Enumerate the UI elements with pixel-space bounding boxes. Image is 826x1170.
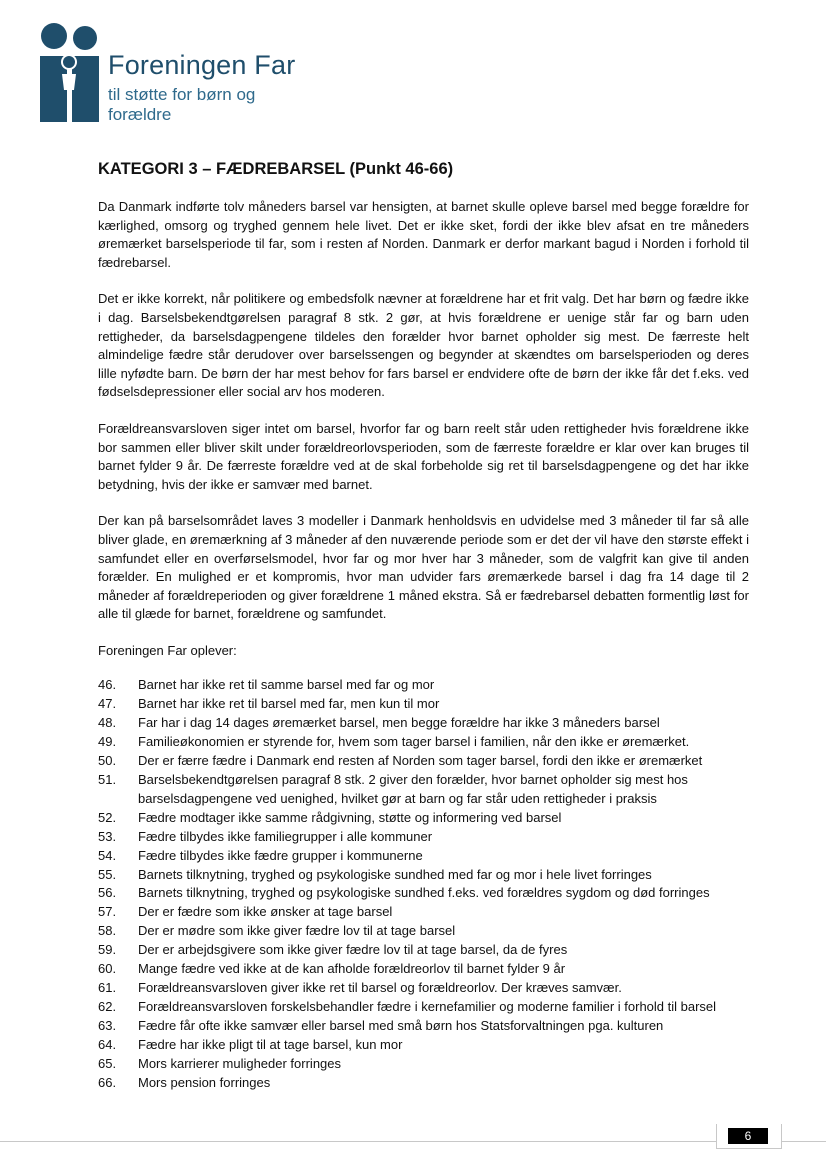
list-item (98, 866, 749, 885)
list-item (98, 676, 749, 695)
list-item (98, 695, 749, 714)
points-list (98, 676, 749, 1092)
item-text: Mors karrierer muligheder forringes (138, 1055, 342, 1071)
document-body (98, 198, 749, 1092)
item-number: 54. (98, 847, 117, 863)
list-item (98, 903, 749, 922)
item-text: Der er færre fædre i Danmark end resten af Norden som tager barsel, fordi den ikke er øremærket (138, 753, 703, 769)
list-item (98, 1017, 749, 1036)
list-item (98, 884, 749, 903)
item-number: 48. (98, 715, 117, 731)
item-text: Far har i dag 14 dages øremærket barsel, men begge forældre har ikke 3 måneders barsel (138, 715, 660, 731)
list-item (98, 733, 749, 752)
paragraph: Forældreansvarsloven siger intet om barsel, hvorfor far og barn reelt står uden rettigheder hvis forældrene ikke bor sammen eller bliver skilt under forældreorlovsperioden, som de færreste forældre er klar over kan bruges til barnet fylder 9 år. De færreste forældre ved at de skal forbeholde sig ret til barselsdagpengene og det har ikke betydning, hvis der ikke er samvær med barnet. (98, 420, 749, 492)
item-number: 56. (98, 885, 117, 901)
list-item (98, 847, 749, 866)
item-number: 51. (98, 772, 117, 787)
item-number: 52. (98, 809, 117, 825)
family-figures-logo-icon (38, 18, 104, 122)
item-number: 63. (98, 1017, 117, 1033)
item-text: Barselsbekendtgørelsen paragraf 8 stk. 2 giver den forælder, hvor barnet opholder sig mest hos barselsdagpengene ved uenighed, hvilket gør at barn og far står uden rettigheder i praksis (138, 772, 688, 806)
list-intro: Foreningen Far oplever: (98, 642, 237, 658)
paragraph: Der kan på barselsområdet laves 3 modeller i Danmark henholdsvis en udvidelse med 3 måneder til far så alle bliver glade, en øremærkning af 3 måneder af den nuværende periode som er det der vil have den største effekt i samfundet eller en overførselsmodel, hvor far og mor hver har 3 måneder, som de valgfrit kan give til anden forælder. En mulighed er et kompromis, hvor man udvider fars øremærkede barsel i dag fra 14 dage til 2 måneder af forældreperioden og giver forældrene 1 måned ekstra. Så er fædrebarsel debatten formentlig løst for alle til glæde for barnet, forældrene og samfundet. (98, 513, 749, 622)
item-number: 46. (98, 677, 117, 693)
item-text: Forældreansvarsloven giver ikke ret til barsel og forældreorlov. Der kræves samvær. (138, 979, 622, 995)
list-item (98, 1036, 749, 1055)
list-item (98, 960, 749, 979)
item-number: 60. (98, 961, 117, 977)
page-number: 6 (728, 1128, 768, 1144)
list-item (98, 828, 749, 847)
item-number: 49. (98, 734, 117, 750)
item-number: 53. (98, 828, 117, 844)
item-text: Barnet har ikke ret til barsel med far, men kun til mor (138, 696, 440, 712)
item-text: Der er mødre som ikke giver fædre lov til at tage barsel (138, 923, 456, 939)
list-item (98, 1074, 749, 1093)
list-item (98, 998, 749, 1017)
item-text: Barnets tilknytning, tryghed og psykologiske sundhed med far og mor i hele livet forringes (138, 866, 652, 882)
item-text: Fædre tilbydes ikke fædre grupper i kommunerne (138, 847, 423, 863)
item-text: Barnets tilknytning, tryghed og psykologiske sundhed f.eks. ved forældres sygdom og død forringes (138, 885, 710, 901)
organization-tagline: til støtte for børn og forældre (108, 85, 256, 124)
item-number: 66. (98, 1074, 117, 1090)
item-number: 58. (98, 923, 117, 939)
logo (38, 18, 338, 128)
footer-divider (0, 1141, 826, 1142)
list-item (98, 922, 749, 941)
paragraph: Da Danmark indførte tolv måneders barsel var hensigten, at barnet skulle opleve barsel med begge forældre for kærlighed, omsorg og tryghed gennem hele livet. Det er ikke sket, fordi der ikke blev afsat en tre måneders øremærket barselsperiode til far, som i resten af Norden. Danmark er derfor markant bagud i Norden i forhold til fædrebarsel. (98, 199, 749, 270)
item-text: Fædre får ofte ikke samvær eller barsel med små børn hos Statsforvaltningen pga. kulturen (138, 1017, 664, 1033)
item-text: Mors pension forringes (138, 1074, 271, 1090)
list-item (98, 714, 749, 733)
organization-name: Foreningen Far (108, 50, 296, 80)
item-text: Der er arbejdsgivere som ikke giver fædre lov til at tage barsel, da de fyres (138, 942, 568, 958)
item-number: 50. (98, 753, 117, 769)
item-text: Der er fædre som ikke ønsker at tage barsel (138, 904, 393, 920)
item-number: 57. (98, 904, 117, 920)
list-item (98, 1055, 749, 1074)
item-number: 55. (98, 866, 117, 882)
item-text: Forældreansvarsloven forskelsbehandler fædre i kernefamilier og moderne familier i forhold til barsel (138, 998, 717, 1014)
item-text: Barnet har ikke ret til samme barsel med far og mor (138, 677, 435, 693)
item-text: Mange fædre ved ikke at de kan afholde forældreorlov til barnet fylder 9 år (138, 961, 566, 977)
item-number: 65. (98, 1055, 117, 1071)
item-text: Fædre modtager ikke samme rådgivning, støtte og informering ved barsel (138, 809, 562, 825)
list-item (98, 941, 749, 960)
item-number: 64. (98, 1036, 117, 1052)
paragraph: Det er ikke korrekt, når politikere og embedsfolk nævner at forældrene har et frit valg. Det har børn og fædre ikke i dag. Barselsbekendtgørelsen paragraf 8 stk. 2 gør, at hvis forældrene er uenige står far og barn uden rettigheder, da barselsdagpengene tildeles den forælder hvor barnet opholder sig mest. De færreste helt almindelige fædre står derudover over barselssengen og begynder at skændtes om barselsperioden og deres lille nyfødte barn. De børn der har mest behov for fars barsel er endvidere ofte de børn der ikke får det f.eks. ved fødselsdepressioner eller social arv hos moderen. (98, 291, 749, 400)
item-text: Fædre tilbydes ikke familiegrupper i alle kommuner (138, 828, 433, 844)
item-text: Fædre har ikke pligt til at tage barsel, kun mor (138, 1036, 403, 1052)
item-number: 47. (98, 696, 117, 712)
item-number: 59. (98, 942, 117, 958)
item-number: 61. (98, 979, 117, 995)
item-number: 62. (98, 998, 117, 1014)
list-item (98, 979, 749, 998)
list-item (98, 771, 778, 809)
list-item (98, 809, 749, 828)
item-text: Familieøkonomien er styrende for, hvem som tager barsel i familien, når den ikke er øremærket. (138, 734, 690, 750)
list-item (98, 752, 749, 771)
section-heading: KATEGORI 3 – FÆDREBARSEL (Punkt 46-66) (98, 160, 454, 178)
